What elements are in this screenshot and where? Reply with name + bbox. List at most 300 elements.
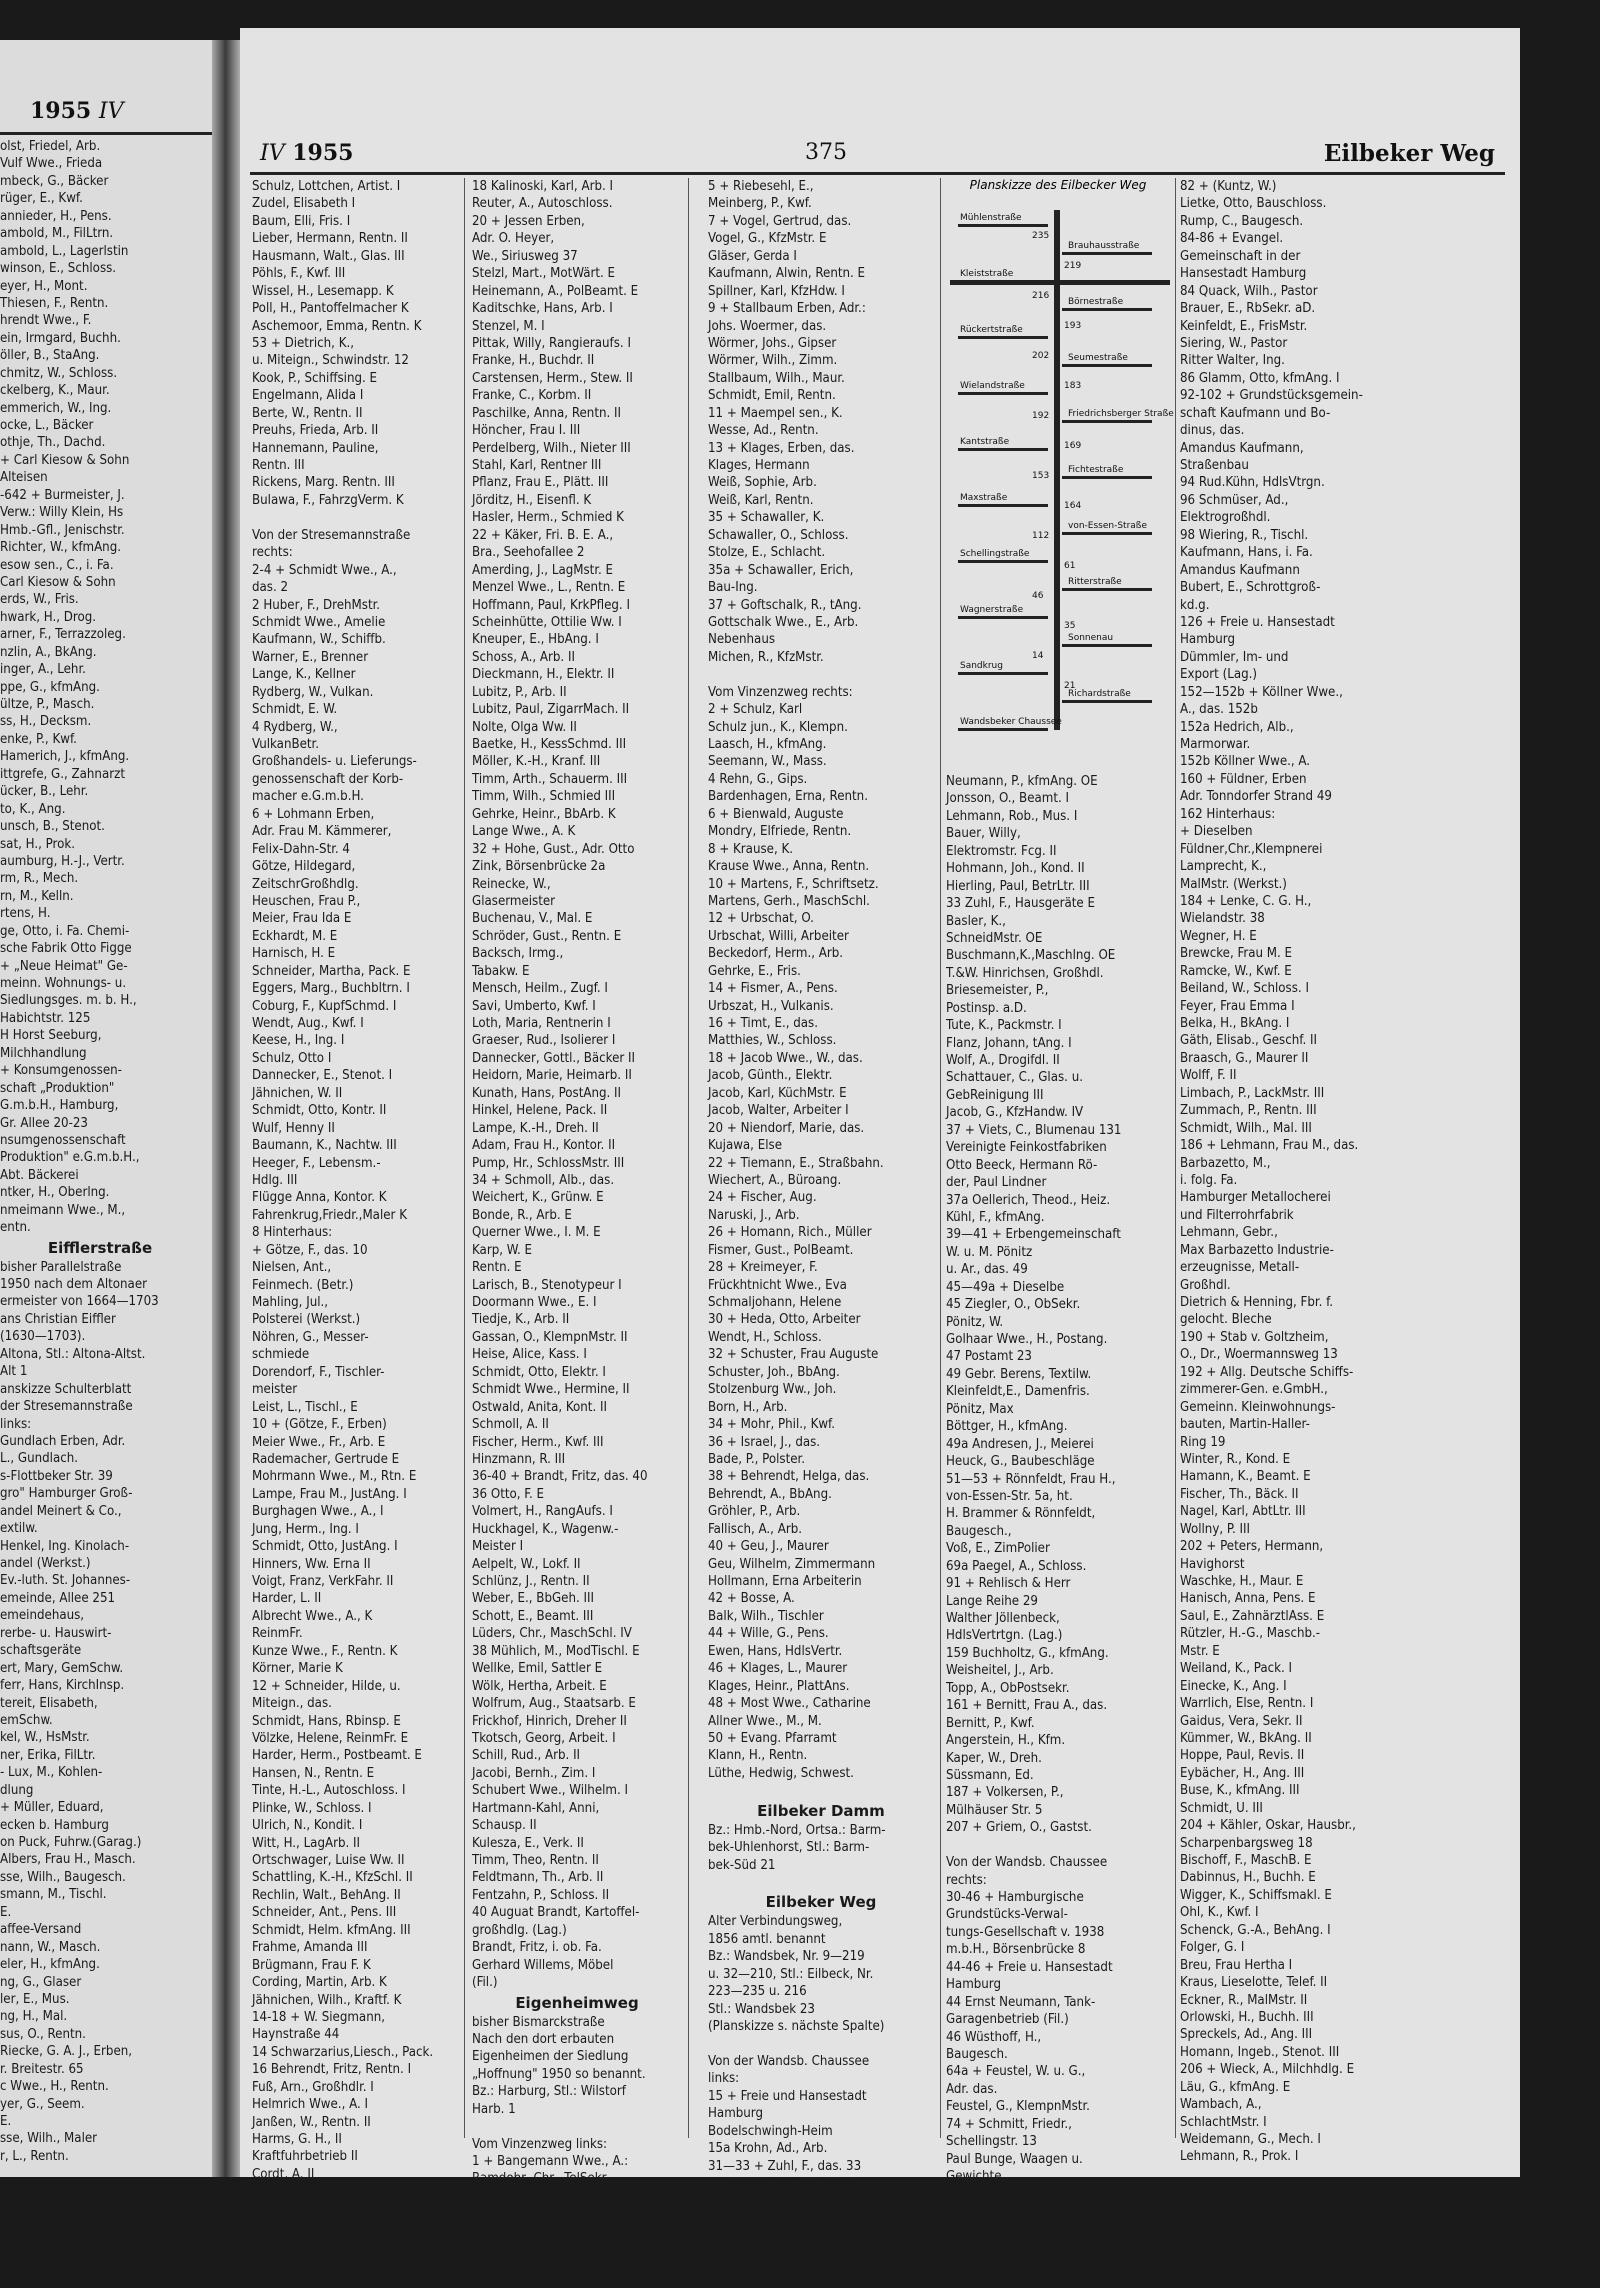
directory-entry: rn, M., Kelln.	[0, 888, 74, 904]
left-page-column	[0, 138, 200, 2168]
directory-entry: Süssmann, Ed.	[946, 1767, 1034, 1783]
plan-street-label: Wielandstraße	[960, 381, 1025, 391]
directory-entry: Schuster, Joh., BbAng.	[708, 1364, 840, 1380]
directory-entry: Lamprecht, K.,	[1180, 859, 1267, 875]
directory-entry: Hinzmann, R. III	[472, 1451, 566, 1467]
directory-entry: Carstensen, Herm., Stew. II	[472, 370, 633, 386]
directory-entry: 20 + Niendorf, Marie, das.	[708, 1120, 865, 1136]
directory-entry: ng, G., Glaser	[0, 1974, 82, 1990]
directory-entry: Kook, P., Schiffsing. E	[252, 370, 378, 386]
directory-entry: Heise, Alice, Kass. I	[472, 1347, 587, 1363]
directory-entry: großhdlg. (Lag.)	[472, 1922, 567, 1938]
directory-entry: Nach den dort erbauten	[472, 2031, 615, 2047]
street-heading: Eigenheimweg	[515, 1993, 639, 2012]
directory-entry: emmerich, W., Ing.	[0, 400, 112, 416]
directory-entry: Nöhren, G., Messer-	[252, 1329, 369, 1345]
left-page-header	[30, 98, 123, 124]
directory-entry: 14-18 + W. Siegmann,	[252, 2009, 386, 2025]
directory-entry: Wegner, H. E	[1180, 928, 1257, 944]
directory-entry: Loth, Maria, Rentnerin I	[472, 1016, 611, 1031]
plan-street-line	[958, 392, 1048, 395]
left-page	[0, 40, 212, 2177]
directory-entry: Kümmer, W., BkAng. II	[1180, 1730, 1312, 1746]
directory-entry: Eigenheimen der Siedlung	[472, 2049, 629, 2065]
right-page	[240, 28, 1520, 2287]
directory-entry: Jacobi, Bernh., Zim. I	[472, 1765, 596, 1781]
directory-entry: ert, Mary, GemSchw.	[0, 1660, 124, 1676]
directory-entry: 64a + Feustel, W. u. G.,	[946, 2064, 1086, 2080]
directory-entry: 44 Ernst Neumann, Tank-	[946, 1994, 1096, 2010]
directory-entry: Timm, Arth., Schauerm. III	[472, 771, 628, 787]
directory-entry: Wölk, Hertha, Arbeit. E	[472, 1678, 607, 1694]
directory-entry: Ostwald, Anita, Kont. II	[472, 1399, 607, 1415]
directory-entry: Hansestadt Hamburg	[1180, 266, 1307, 282]
directory-entry: Wendt, Aug., Kwf. I	[252, 1016, 364, 1031]
directory-entry: + Dieselben	[1180, 824, 1253, 840]
directory-entry: ans Christian Eiffler	[0, 1311, 116, 1327]
directory-entry: Baugesch.,	[946, 1523, 1012, 1539]
plan-street-label: Kantstraße	[960, 437, 1010, 447]
directory-entry: Feinmech. (Betr.)	[252, 1277, 354, 1293]
directory-entry: Baum, Elli, Fris. I	[252, 213, 351, 229]
directory-entry: Alt 1	[0, 1364, 28, 1380]
directory-entry: Schulz jun., K., Klempn.	[708, 719, 848, 735]
directory-entry: 92-102 + Grundstücksgemein-	[1180, 388, 1363, 404]
directory-entry: Feustel, G., KlempnMstr.	[946, 2099, 1090, 2115]
directory-entry: Grundstücks-Verwal-	[946, 1907, 1068, 1923]
directory-entry: Hollmann, Erna Arbeiterin	[708, 1574, 862, 1589]
directory-entry: Saul, E., ZahnärztlAss. E	[1180, 1608, 1325, 1624]
directory-entry: inger, A., Lehr.	[0, 662, 86, 678]
directory-entry: ler, E., Mus.	[0, 1991, 70, 2007]
plan-street-label: Kleiststraße	[960, 269, 1014, 279]
directory-entry: Kujawa, Else	[708, 1138, 782, 1154]
directory-entry: Vogel, G., KfzMstr. E	[708, 231, 827, 247]
directory-entry: rechts:	[252, 545, 293, 561]
directory-entry: A., das. 152b	[1180, 702, 1258, 718]
directory-entry: unsch, B., Stenot.	[0, 819, 105, 835]
directory-entry: Vom Vinzenzweg rechts:	[708, 684, 853, 700]
directory-entry: Riecke, G. A. J., Erben,	[0, 2044, 133, 2060]
directory-entry: Keese, H., Ing. I	[252, 1033, 345, 1049]
directory-entry: Kleinfeldt,E., Damenfris.	[946, 1384, 1090, 1400]
directory-entry: Ev.-luth. St. Johannes-	[0, 1573, 131, 1589]
directory-entry: Mohrmann Wwe., M., Rtn. E	[252, 1469, 417, 1485]
directory-entry: Richter, W., kfmAng.	[0, 540, 121, 556]
directory-entry: Adam, Frau H., Kontor. II	[472, 1138, 616, 1154]
directory-entry: 49 Gebr. Berens, Textilw.	[946, 1366, 1092, 1382]
directory-entry: 39—41 + Erbengemeinschaft	[946, 1227, 1121, 1243]
directory-entry: Golhaar Wwe., H., Postang.	[946, 1332, 1108, 1347]
directory-entry: Stolzenburg Ww., Joh.	[708, 1382, 837, 1398]
directory-entry: Kralinski, A. II	[252, 2184, 333, 2200]
directory-entry: 36-40 + Brandt, Fritz, das. 40	[472, 1469, 648, 1485]
directory-entry: Laasch, H., kfmAng.	[708, 737, 827, 752]
directory-entry: Ring 19	[1180, 1434, 1226, 1450]
directory-entry: Produktion" e.G.m.b.H.,	[0, 1150, 140, 1166]
directory-entry: 15 + Freie und Hansestadt	[708, 2088, 867, 2104]
directory-entry: Hamerich, J., kfmAng.	[0, 749, 130, 765]
directory-entry: ng, H., Mal.	[0, 2009, 68, 2025]
directory-entry: 202 + Peters, Hermann,	[1180, 1539, 1324, 1555]
directory-entry: Wörmer, Johs., Gipser	[708, 335, 837, 351]
directory-entry: schmiede	[252, 1347, 310, 1363]
running-street-title: Eilbeker Weg	[1323, 140, 1495, 167]
directory-entry: Mülhäuser Str. 5	[946, 1802, 1043, 1818]
directory-entry: der, Paul Lindner	[946, 1175, 1047, 1191]
directory-entry: nmeimann Wwe., M.,	[0, 1202, 126, 1218]
directory-entry: Graeser, Rud., Isolierer I	[472, 1033, 616, 1049]
street-labels-group	[958, 213, 1174, 731]
directory-entry: Abt. Bäckerei	[0, 1167, 79, 1183]
directory-entry: Schlünz, J., Rentn. II	[472, 1574, 590, 1589]
directory-entry: Angerstein, H., Kfm.	[946, 1733, 1066, 1749]
directory-entry: ferr, Hans, KirchInsp.	[0, 1678, 125, 1694]
column-5	[1180, 178, 1510, 2165]
directory-entry: Barbazetto, M.,	[1180, 1155, 1271, 1171]
directory-entry: 126 + Freie u. Hansestadt	[1180, 614, 1335, 630]
plan-street-label: Rückertstraße	[960, 325, 1023, 335]
directory-entry: öller, B., StaAng.	[0, 348, 100, 364]
directory-entry: ckelberg, K., Maur.	[0, 383, 110, 399]
directory-entry: Jacob, G., KfzHandw. IV	[946, 1105, 1084, 1121]
directory-entry: Brüchmann, E., Brenner III	[252, 2254, 409, 2270]
book-spine	[212, 40, 242, 2177]
directory-entry: Kulesza, E., Verk. II	[472, 1835, 584, 1851]
directory-entry: Schneider, Ant., Pens. III	[252, 1905, 397, 1921]
plan-caption: Planskizze des Eilbecker Weg	[969, 178, 1147, 192]
directory-entry: Von der Wandsb. Chaussee	[946, 1855, 1108, 1871]
header-year: 1955	[292, 140, 354, 166]
directory-entry: Schneider, Martha, Pack. E	[252, 963, 411, 979]
directory-entry: Schmidt Wwe., Hermine, II	[472, 1382, 630, 1398]
directory-entry	[708, 666, 934, 683]
plan-house-number: 153	[1032, 471, 1050, 481]
directory-entry: Ramdohr, Chr., TelSekr.	[472, 2171, 610, 2187]
directory-entry: sat, H., Prok.	[0, 836, 76, 852]
directory-entry: 15a Krohn, Ad., Arb.	[708, 2141, 828, 2157]
directory-entry: Zudel, Elisabeth I	[252, 196, 356, 212]
plan-street-label: Brauhausstraße	[1068, 241, 1140, 251]
directory-entry: i. folg. Fa.	[1180, 1172, 1238, 1188]
directory-entry: T.&W. Hinrichsen, Großhdl.	[946, 965, 1104, 981]
directory-entry: bisher Bismarckstraße	[472, 2014, 605, 2030]
directory-entry: 45—49a + Dieselbe	[946, 1279, 1065, 1295]
directory-entry: Wigger, K., Schiffsmakl. E	[1180, 1887, 1332, 1903]
directory-entry: Hanisch, Anna, Pens. E	[1180, 1591, 1316, 1607]
directory-entry: Fuß, Arn., Großhdlr. I	[252, 2079, 374, 2095]
directory-entry: Gewichte,	[946, 2169, 1006, 2184]
directory-entry: smann, M., Tischl.	[0, 1887, 107, 1903]
directory-entry: meister	[252, 1382, 298, 1398]
directory-entry: hwark, H., Drog.	[0, 609, 97, 625]
directory-entry: ambold, M., FilLtrn.	[0, 226, 114, 242]
directory-entry: Bischoff, F., MaschB. E	[1180, 1853, 1312, 1868]
directory-entry: Frahme, Amanda III	[252, 1940, 368, 1956]
directory-entry: 53 + Dietrich, K.,	[252, 335, 355, 351]
directory-entry: Hartmann-Kahl, Anni,	[472, 1800, 600, 1816]
directory-entry: Breu, Frau Hertha I	[1180, 1957, 1293, 1973]
directory-entry: 13 + Klages, Erben, das.	[708, 440, 855, 456]
plan-street-line	[958, 280, 1048, 283]
directory-entry: Rydberg, W., Vulkan.	[252, 684, 374, 700]
directory-entry: Lehmann, Gebr.,	[1180, 1225, 1278, 1241]
directory-entry: 20 + Jessen Erben,	[472, 213, 585, 229]
column-divider	[1175, 178, 1176, 2138]
directory-entry: Witt, H., LagArb. II	[252, 1835, 361, 1851]
directory-entry: Frückhtnicht Wwe., Eva	[708, 1277, 847, 1293]
directory-entry: 14 + Fismer, A., Pens.	[708, 981, 838, 997]
directory-entry: Vom Vinzenzweg links:	[472, 2136, 608, 2152]
directory-entry: Albers, Frau H., Masch.	[0, 1852, 136, 1868]
directory-entry: Gäth, Elisab., Geschf. II	[1180, 1033, 1318, 1049]
directory-entry: Jacobs, W., Arb. OE	[708, 2210, 821, 2226]
directory-entry: Klann, H., Rentn.	[708, 1748, 808, 1764]
directory-entry: Aschemoor, Emma, Rentn. K	[252, 318, 422, 334]
directory-entry: olst, Friedel, Arb.	[0, 139, 101, 154]
directory-entry: dinus, das.	[1180, 423, 1245, 439]
directory-entry: arner, F., Terrazzoleg.	[0, 627, 126, 643]
plan-street-label: Seumestraße	[1068, 353, 1128, 363]
directory-entry: sche Fabrik Otto Figge	[0, 941, 132, 957]
directory-entry: 9 + Stallbaum Erben, Adr.:	[708, 301, 866, 317]
directory-entry: 8 Hinterhaus:	[252, 1225, 333, 1241]
directory-entry: Limbach, P., LackMstr. III	[1180, 1085, 1325, 1101]
directory-entry: 7 + Vogel, Gertrud, das.	[708, 213, 852, 229]
directory-entry: Adr. Frau M. Kämmerer,	[252, 824, 392, 840]
directory-entry: rm, R., Mech.	[0, 871, 79, 887]
directory-entry: Jähnichen, Wilh., Kraftf. K	[252, 1992, 402, 2008]
plan-house-number: 112	[1032, 531, 1050, 541]
directory-entry: Nagel, Karl, AbtLtr. III	[1180, 1504, 1306, 1520]
plan-street-line	[1062, 364, 1152, 367]
directory-entry: Schmidt, U. III	[1180, 1800, 1263, 1816]
directory-entry: 18 + Jacob Wwe., W., das.	[708, 1050, 863, 1066]
directory-entry: Hannemann, Pauline,	[252, 440, 379, 456]
directory-entry: 40 Auguat Brandt, Kartoffel-	[472, 1905, 640, 1921]
directory-entry: Hansen, N., Rentn. E	[252, 1765, 375, 1781]
directory-entry: Hinkel, Helene, Pack. II	[472, 1103, 608, 1119]
directory-entry: Schubert Wwe., Wilhelm. I	[472, 1783, 629, 1799]
directory-entry: Von der Wandsb. Chaussee	[708, 2053, 870, 2069]
directory-entry: Carl Kiesow & Sohn	[0, 574, 116, 590]
directory-entry: Rump, C., Baugesch.	[1180, 213, 1304, 229]
directory-entry: ücker, B., Lehr.	[0, 784, 89, 800]
directory-entry: Völzke, Helene, ReinmFr. E	[252, 1730, 409, 1746]
directory-entry: Amerding, J., LagMstr. E	[472, 562, 614, 578]
directory-entry: bisher Parallelstraße	[0, 1259, 122, 1275]
plan-street-label: Sandkrug	[960, 661, 1003, 671]
directory-entry: annieder, H., Pens.	[0, 208, 112, 224]
column-1	[252, 178, 460, 2287]
directory-entry: Alter Verbindungsweg,	[708, 1914, 843, 1930]
directory-entry: Wolfrum, Aug., Staatsarb. E	[472, 1696, 636, 1712]
directory-entry: Schulz, Otto I	[252, 1050, 332, 1066]
directory-entry: 207 + Griem, O., Gastst.	[946, 1820, 1092, 1836]
directory-entry: Franke, C., Korbm. II	[472, 388, 592, 404]
directory-entry: Hoppe, Paul, Revis. II	[1180, 1748, 1305, 1764]
directory-entry: Baetke, H., KessSchmd. III	[472, 737, 627, 752]
directory-entry: anskizze Schulterblatt	[0, 1381, 132, 1397]
plan-house-number: 164	[1064, 501, 1082, 511]
plan-street-line	[1062, 644, 1152, 647]
directory-entry: Adr. das.	[946, 2081, 998, 2097]
directory-entry: Klein, Heinr., Rentn.	[472, 2206, 590, 2222]
directory-entry: 18 Kalinoski, Karl, Arb. I	[472, 179, 614, 194]
directory-entry: nsumgenossenschaft	[0, 1132, 126, 1148]
directory-entry: Tischl. III	[252, 2236, 304, 2252]
directory-entry: enke, P., Kwf.	[0, 731, 77, 747]
directory-entry: Lüthe, Hedwig, Schwest.	[708, 1765, 854, 1781]
directory-entry: Hmb.-Gfl., Jenischstr.	[0, 522, 125, 538]
directory-entry: ittgrefe, G., Zahnarzt	[0, 766, 125, 782]
directory-entry: winson, E., Schloss.	[0, 261, 117, 277]
plan-street-label: Richardstraße	[1068, 689, 1131, 699]
directory-entry: meinn. Wohnungs- u.	[0, 976, 127, 991]
directory-entry: Larisch, B., Stenotypeur I	[472, 1277, 622, 1293]
plan-street-line	[1062, 308, 1152, 311]
directory-entry: Bernitt, P., Kwf.	[946, 1715, 1035, 1731]
directory-entry: Scharpenbargsweg 18	[1180, 1835, 1313, 1851]
directory-entry: Hamann, K., Beamt. E	[1180, 1469, 1311, 1485]
directory-entry: Stallbaum, Wilh., Maur.	[708, 370, 845, 386]
directory-entry: Franke, H., Buchdr. II	[472, 353, 595, 369]
directory-entry: schaftsgeräte	[0, 1643, 82, 1659]
directory-entry: tereit, Elisabeth,	[0, 1695, 98, 1711]
directory-entry: Pflanz, Frau E., Plätt. III	[472, 475, 609, 491]
plan-street-label: Mühlenstraße	[960, 213, 1022, 223]
directory-entry: nann, W., Masch.	[0, 1939, 101, 1955]
plan-street-line	[958, 504, 1048, 507]
directory-entry: Polsterei (Werkst.)	[252, 1312, 361, 1328]
directory-entry: aumburg, H.-J., Vertr.	[0, 853, 125, 869]
directory-entry: Mstr. E	[1180, 1643, 1220, 1659]
directory-entry: ermeister von 1664—1703	[0, 1294, 159, 1310]
directory-entry: We., Siriusweg 37	[472, 248, 578, 264]
directory-entry: Harb. 1	[472, 2101, 516, 2117]
directory-entry: Schmidt, Wilh., Mal. III	[1180, 1120, 1312, 1136]
directory-entry: Dabinnus, H., Buchh. E	[1180, 1870, 1316, 1886]
directory-entry: Wendt, H., Schloss.	[708, 1329, 822, 1345]
directory-entry: Elektromstr. Fcg. II	[946, 843, 1057, 859]
directory-entry: 22 + Tiemann, E., Straßbahn.	[708, 1155, 884, 1171]
directory-entry: andel (Werkst.)	[0, 1556, 91, 1571]
directory-entry: Schattling, K.-H., KfzSchl. II	[252, 1870, 413, 1886]
directory-entry: Schott, E., Beamt. III	[472, 1608, 594, 1624]
plan-street-line	[1062, 700, 1152, 703]
directory-entry: Behrendt, A., BbAng.	[708, 1486, 832, 1502]
directory-entry: Schmoll, A. II	[472, 1417, 549, 1433]
street-plan-svg	[950, 200, 1174, 770]
directory-entry: 152a Hedrich, Alb.,	[1180, 719, 1294, 735]
directory-entry: 50 + Evang. Pfarramt	[708, 1730, 837, 1746]
directory-entry: Techn.	[472, 2241, 510, 2257]
directory-entry: Stahl, Johanna, Arbeit. III	[252, 2271, 399, 2287]
directory-entry: sse, Wilh., Baugesch.	[0, 1869, 126, 1885]
directory-entry: Bubert, E., Schrottgroß-	[1180, 580, 1321, 596]
plan-house-number: 235	[1032, 231, 1050, 241]
directory-entry: gro" Hamburger Groß-	[0, 1486, 133, 1502]
directory-entry: Pönitz, Max	[946, 1401, 1014, 1417]
directory-entry: 14 Schwarzarius,Liesch., Pack.	[252, 2044, 434, 2060]
directory-entry: Flanz, Johann, tAng. I	[946, 1035, 1072, 1051]
directory-entry: Kaper, W., Dreh.	[946, 1750, 1042, 1766]
directory-entry: Feyer, Frau Emma I	[1180, 998, 1295, 1014]
plan-street-label: von-Essen-Straße	[1068, 521, 1148, 531]
directory-entry: Jähnichen, W. II	[252, 1085, 343, 1101]
directory-entry: Gemeinschaft in der	[1180, 248, 1301, 264]
directory-entry: 3 + Kophal jr., W., Schloss.	[472, 2188, 629, 2204]
directory-entry: Fentzahn, P., Schloss. II	[472, 1887, 610, 1903]
directory-entry: Fischer, Th., Bäck. II	[1180, 1486, 1299, 1502]
header-rule	[250, 172, 1505, 175]
directory-entry: to, K., Ang.	[0, 801, 66, 817]
directory-entry: Fallisch, A., Arb.	[708, 1521, 803, 1537]
directory-entry: Schmidt, Otto, JustAng. I	[252, 1539, 398, 1555]
directory-entry: Matthies, W., Schloss.	[708, 1033, 837, 1049]
directory-entry: 82 + (Kuntz, W.)	[1180, 179, 1277, 194]
left-page-volume: IV	[98, 99, 124, 124]
plan-house-number: 169	[1064, 441, 1082, 451]
directory-entry: (Planskizze s. nächste Spalte)	[708, 2019, 885, 2035]
directory-entry: Harder, Herm., Postbeamt. E	[252, 1748, 422, 1764]
directory-entry: Habichtstr. 125	[0, 1010, 91, 1026]
directory-entry: Reuter, A., Autoschloss.	[472, 196, 613, 212]
directory-entry: Gerhard Willems, Möbel	[472, 1957, 614, 1973]
directory-entry: andel Meinert & Co.,	[0, 1503, 122, 1519]
directory-entry: Heinemann, A., PolBeamt. E	[472, 283, 639, 299]
directory-entry: Heuck, G., Baubeschläge	[946, 1454, 1095, 1470]
directory-entry: Hamburg	[946, 1977, 1001, 1993]
directory-entry: Hohmann, Joh., Kond. II	[946, 861, 1085, 877]
directory-entry: Winter, R., Kond. E	[1180, 1451, 1291, 1467]
directory-entry: 10 + Martens, F., Schriftsetz.	[708, 876, 879, 892]
plan-house-number: 183	[1064, 381, 1082, 391]
directory-entry	[472, 2118, 682, 2135]
directory-entry: genossenschaft der Korb-	[252, 771, 404, 787]
directory-entry: Max Barbazetto Industrie-	[1180, 1242, 1334, 1258]
directory-entry: + „Neue Heimat" Ge-	[0, 958, 128, 974]
plan-house-number: 14	[1032, 651, 1044, 661]
directory-entry: Heeger, F., Lebensm.-	[252, 1155, 381, 1171]
directory-entry: Nolte, Olga Ww. II	[472, 719, 577, 735]
directory-entry: Meister I	[472, 1539, 524, 1555]
directory-entry: Bade, P., Polster.	[708, 1451, 805, 1467]
directory-entry: Tkotsch, Georg, Arbeit. I	[472, 1730, 616, 1746]
directory-entry: Eggers, Marg., Buchbltrn. I	[252, 981, 410, 997]
directory-entry: erds, W., Fris.	[0, 592, 79, 608]
directory-entry: 69a Paegel, A., Schloss.	[946, 1558, 1087, 1574]
directory-entry: Straßenbau	[1180, 458, 1249, 473]
directory-entry: Krause Wwe., Anna, Rentn.	[708, 859, 870, 875]
directory-entry: Heidorn, Marie, Heimarb. II	[472, 1068, 632, 1084]
directory-entry: + Götze, F., das. 10	[252, 1242, 368, 1258]
directory-entry: Briesemeister, P.,	[946, 983, 1049, 999]
directory-entry: emeindehaus,	[0, 1608, 85, 1624]
directory-entry: H. Brammer & Rönnfeldt,	[946, 1506, 1096, 1522]
directory-entry: Tuchel, Otto, Grünw. E	[708, 2193, 839, 2209]
column-divider	[940, 178, 941, 2138]
directory-entry: Henkel, Ing. Kinolach-	[0, 1538, 130, 1554]
directory-entry: Lampe, Frau M., JustAng. I	[252, 1486, 407, 1502]
directory-entry: Leist, L., Tischl., E	[252, 1399, 358, 1415]
directory-entry: Wolff, F. II	[1180, 1068, 1237, 1084]
directory-entry: Export (Lag.)	[1180, 667, 1258, 683]
plan-street-line	[958, 448, 1048, 451]
directory-entry: Klages, Heinr., PlattAns.	[708, 1678, 850, 1694]
directory-entry: Dannecker, Gottl., Bäcker II	[472, 1050, 636, 1066]
column-3	[708, 178, 934, 2226]
